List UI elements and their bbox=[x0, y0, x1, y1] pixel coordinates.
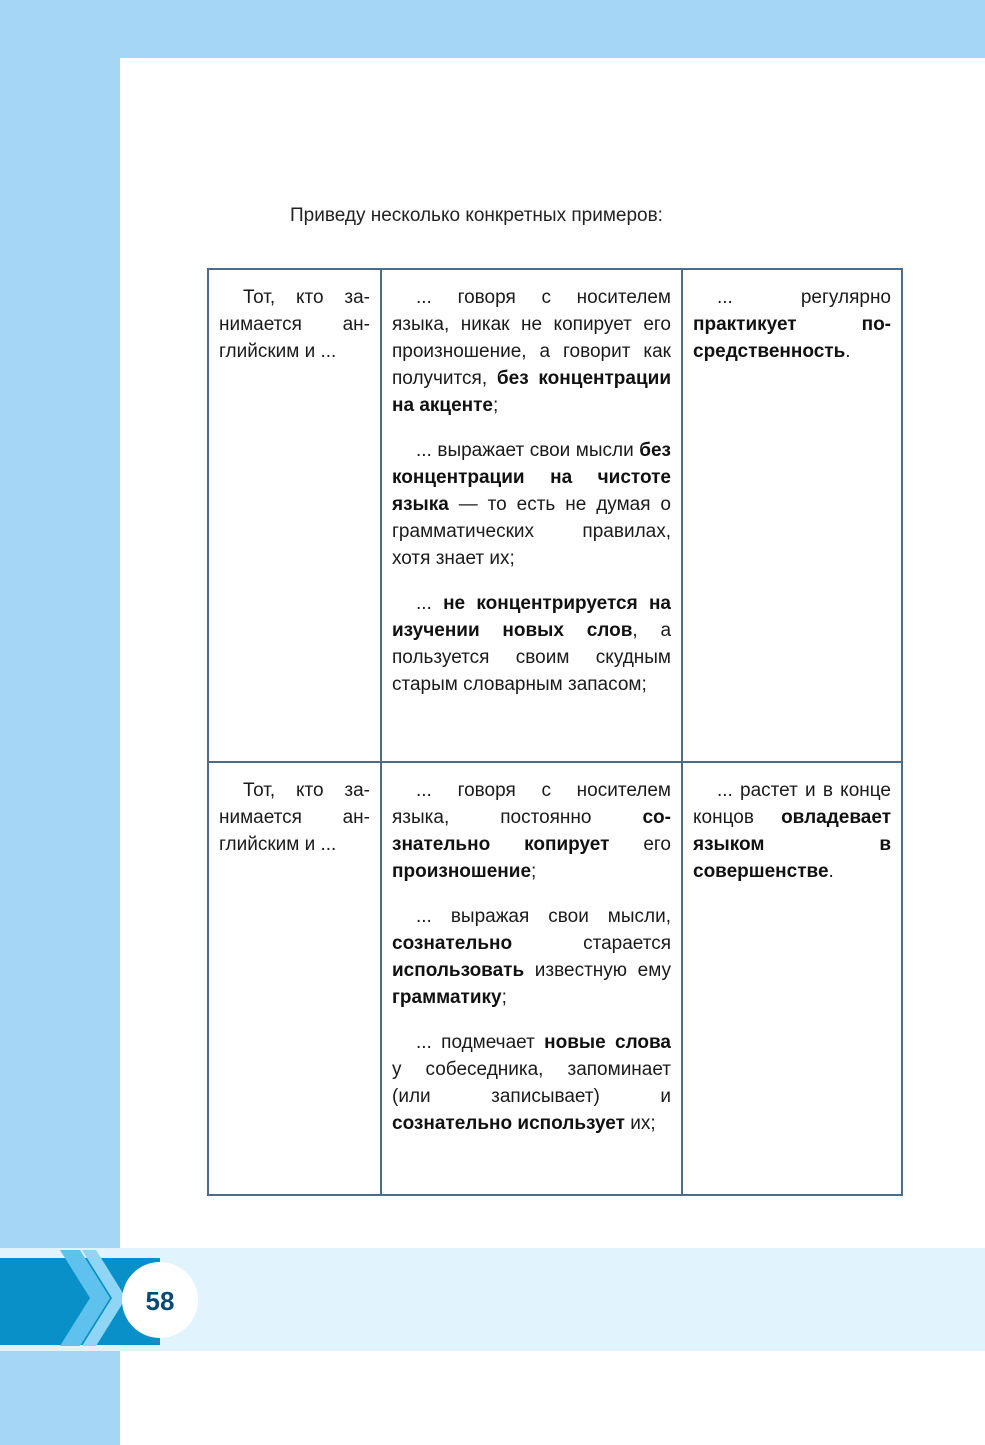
body-text: , а пользуется своим скудным старым словарным запасом; bbox=[392, 620, 672, 695]
cell-paragraph bbox=[392, 437, 671, 572]
body-text: Тот, кто занимается английским и ... bbox=[219, 287, 370, 362]
emphasis-text: использовать bbox=[392, 960, 525, 982]
body-text: Тот, кто занимается английским и ... bbox=[219, 780, 370, 856]
body-text: ; bbox=[493, 395, 499, 416]
body-text: старается bbox=[512, 933, 671, 955]
body-text: ... выражает свои мысли bbox=[416, 440, 640, 461]
emphasis-text: не концентрируется на изучении новых слов bbox=[392, 593, 671, 641]
body-text: у собеседника, запоминает (или записывает) и bbox=[392, 1059, 671, 1108]
emphasis-text: без концентрации на акценте bbox=[392, 368, 672, 416]
body-text: известную ему bbox=[524, 960, 671, 982]
result-cell bbox=[682, 762, 902, 1195]
emphasis-text: практикует посредственность bbox=[693, 314, 891, 362]
left-decor-band bbox=[0, 0, 120, 1445]
body-text: их; bbox=[624, 1113, 656, 1135]
cell-paragraph bbox=[392, 590, 671, 698]
page-number: 58 bbox=[145, 1286, 175, 1316]
table-row bbox=[208, 762, 902, 1195]
result-cell bbox=[682, 269, 902, 762]
body-text: — то есть не думая о грамматических правилах, хотя знает их; bbox=[392, 494, 671, 569]
actions-cell bbox=[381, 269, 682, 762]
emphasis-text: сознательно копирует bbox=[392, 807, 671, 856]
body-text: ... растет и в конце концов bbox=[693, 780, 891, 829]
body-text: . bbox=[828, 861, 834, 883]
body-text: ... подмечает bbox=[416, 1032, 545, 1054]
examples-table bbox=[207, 268, 903, 1196]
subject-cell bbox=[208, 762, 381, 1195]
body-text: его bbox=[609, 834, 671, 856]
actions-cell bbox=[381, 762, 682, 1195]
body-text: . bbox=[845, 341, 851, 362]
table-row bbox=[208, 269, 902, 762]
subject-cell bbox=[208, 269, 381, 762]
body-text: ... выражая свои мысли, bbox=[416, 906, 671, 928]
top-decor-band bbox=[0, 0, 985, 58]
cell-paragraph bbox=[392, 777, 671, 885]
cell-paragraph bbox=[219, 284, 370, 365]
body-text: ... bbox=[416, 593, 444, 614]
emphasis-text: сознательно использует bbox=[392, 1113, 625, 1135]
cell-paragraph bbox=[693, 284, 891, 365]
emphasis-text: новые слова bbox=[544, 1032, 671, 1054]
cell-paragraph bbox=[219, 777, 370, 858]
emphasis-text: произношение bbox=[392, 861, 532, 883]
emphasis-text: овладевает языком в совершенстве bbox=[693, 807, 891, 883]
body-text: ; bbox=[501, 987, 507, 1009]
emphasis-text: без концентрации на чистоте языка bbox=[392, 440, 671, 515]
body-text: ... говоря с носителем языка, постоянно bbox=[392, 780, 671, 829]
emphasis-text: сознательно bbox=[392, 933, 513, 955]
cell-paragraph bbox=[392, 284, 671, 419]
cell-paragraph bbox=[693, 777, 891, 885]
body-text: ... говоря с носителем языка, никак не копирует его произношение, а говорит как получится, bbox=[392, 287, 671, 389]
intro-text: Приведу несколько конкретных примеров: bbox=[290, 205, 663, 226]
body-text: ... регулярно bbox=[717, 287, 891, 308]
cell-paragraph bbox=[392, 903, 671, 1011]
double-chevron-icon bbox=[40, 1248, 130, 1348]
body-text: ; bbox=[531, 861, 537, 883]
emphasis-text: грамматику bbox=[392, 987, 502, 1009]
cell-paragraph bbox=[392, 1029, 671, 1137]
